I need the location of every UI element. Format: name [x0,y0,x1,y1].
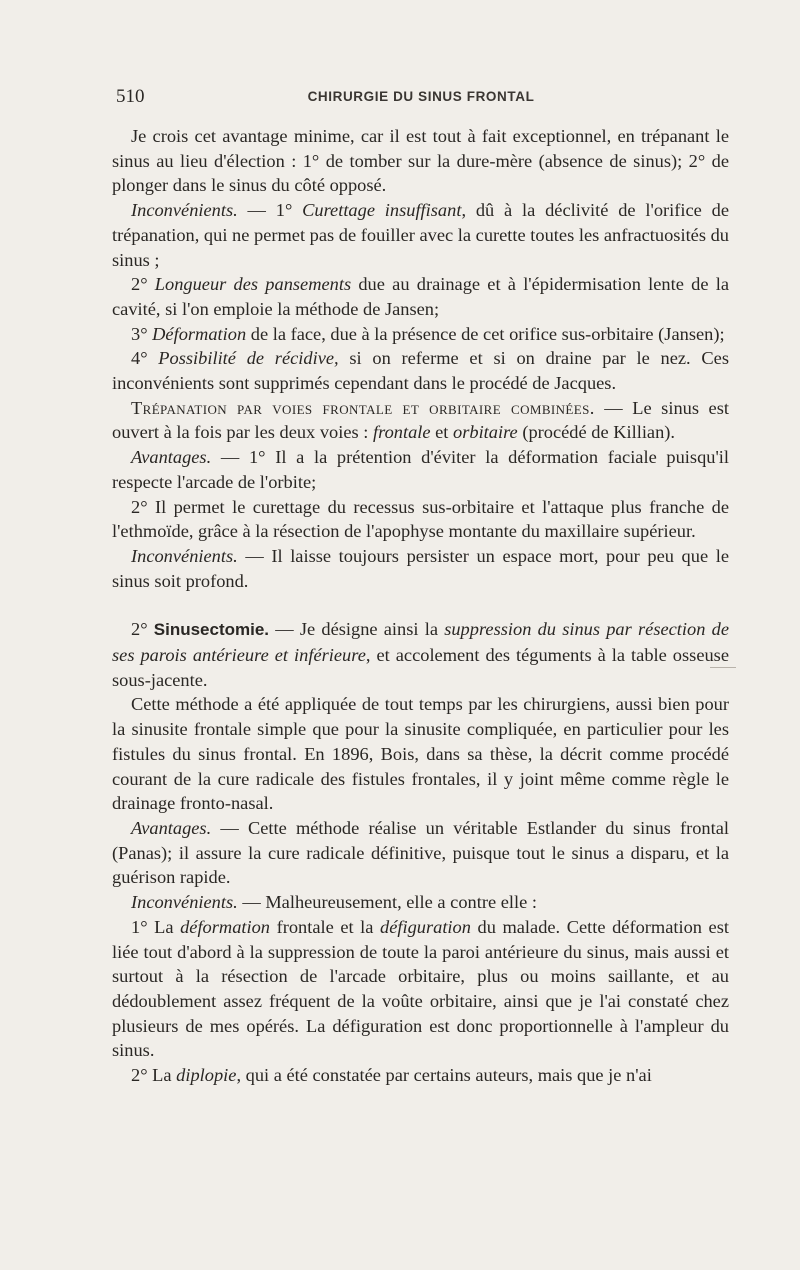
running-header [116,86,726,110]
paragraph-curettage: 2° Il permet le curettage du recessus sus-orbitaire et l'attaque plus franche de l'ethmoïde, grâce à la résection de l'apophyse montante du maxillaire supérieur. [112,496,729,542]
section-gap [112,593,729,617]
paragraph-inconvenients-1: Inconvénients. — 1° Curettage insuffisant, dû à la déclivité de l'orifice de trépanation, qui ne permet pas de fouiller avec la curette toutes les anfractuosités du sinus ; [112,200,729,270]
paragraph-sinusectomie: 2° Sinusectomie. — Je désigne ainsi la suppression du sinus par résection de ses parois antérieure et inférieure, et accolement des téguments à la table osseuse sous-jacente. [112,619,729,690]
margin-mark [710,667,736,668]
running-title: CHIRURGIE DU SINUS FRONTAL [307,89,535,104]
paragraph-avantages-1: Avantages. — 1° Il a la prétention d'éviter la déformation faciale puisqu'il respecte l'arcade de l'orbite; [112,447,729,492]
paragraph-trepanation-combinee: Trépanation par voies frontale et orbitaire combinées. — Le sinus est ouvert à la fois par les deux voies : frontale et orbitaire (procédé de Killian). [112,397,729,443]
body-text [112,124,729,1088]
paragraph-defiguration: 1° La déformation frontale et la défiguration du malade. Cette déformation est liée tout d'abord à la suppression de toute la paroi antérieure du sinus, mais aussi et surtout à la résection de l'arcade orbitaire, plus ou moins saillante, et au dédoublement assez fréquent de la voûte orbitaire, ainsi que je l'ai constaté chez plusieurs de mes opérés. La défiguration est donc proportionnelle à l'ampleur du sinus. [112,916,729,1061]
paragraph-deformation: 3° Déformation de la face, due à la présence de cet orifice sus-orbitaire (Jansen); [131,323,725,344]
paragraph-recidive: 4° Possibilité de récidive, si on referme et si on draine par le nez. Ces inconvénients sont supprimés cependant dans le procédé de Jacques. [112,348,729,394]
paragraph-avantages-2: Avantages. — Cette méthode réalise un véritable Estlander du sinus frontal (Panas); il assure la cure radicale définitive, puisque tout le sinus a disparu, et la guérison rapide. [112,817,729,888]
page-number: 510 [116,86,145,107]
paragraph-diplopie: 2° La diplopie, qui a été constatée par certains auteurs, mais que je n'ai [131,1065,652,1086]
paragraph-1: Je crois cet avantage minime, car il est tout à fait exceptionnel, en trépanant le sinus au lieu d'élection : 1° de tomber sur la dure-mère (absence de sinus); 2° de plonger dans le sinus du côté opposé. [112,126,729,196]
paragraph-inconvenients-2: Inconvénients. — Il laisse toujours persister un espace mort, pour peu que le sinus soit profond. [112,545,729,591]
paragraph-inconvenients-3: Inconvénients. — Malheureusement, elle a contre elle : [131,892,537,913]
paragraph-methode: Cette méthode a été appliquée de tout temps par les chirurgiens, aussi bien pour la sinusite frontale simple que pour la sinusite compliquée, en particulier pour les fistules du sinus frontal. En 1896, Bois, dans sa thèse, la décrit comme procédé courant de la cure radicale des fistules frontales, il y joint même comme règle le drainage fronto-nasal. [112,694,729,814]
paragraph-longueur: 2° Longueur des pansements due au drainage et à l'épidermisation lente de la cavité, si l'on emploie la méthode de Jansen; [112,274,729,319]
